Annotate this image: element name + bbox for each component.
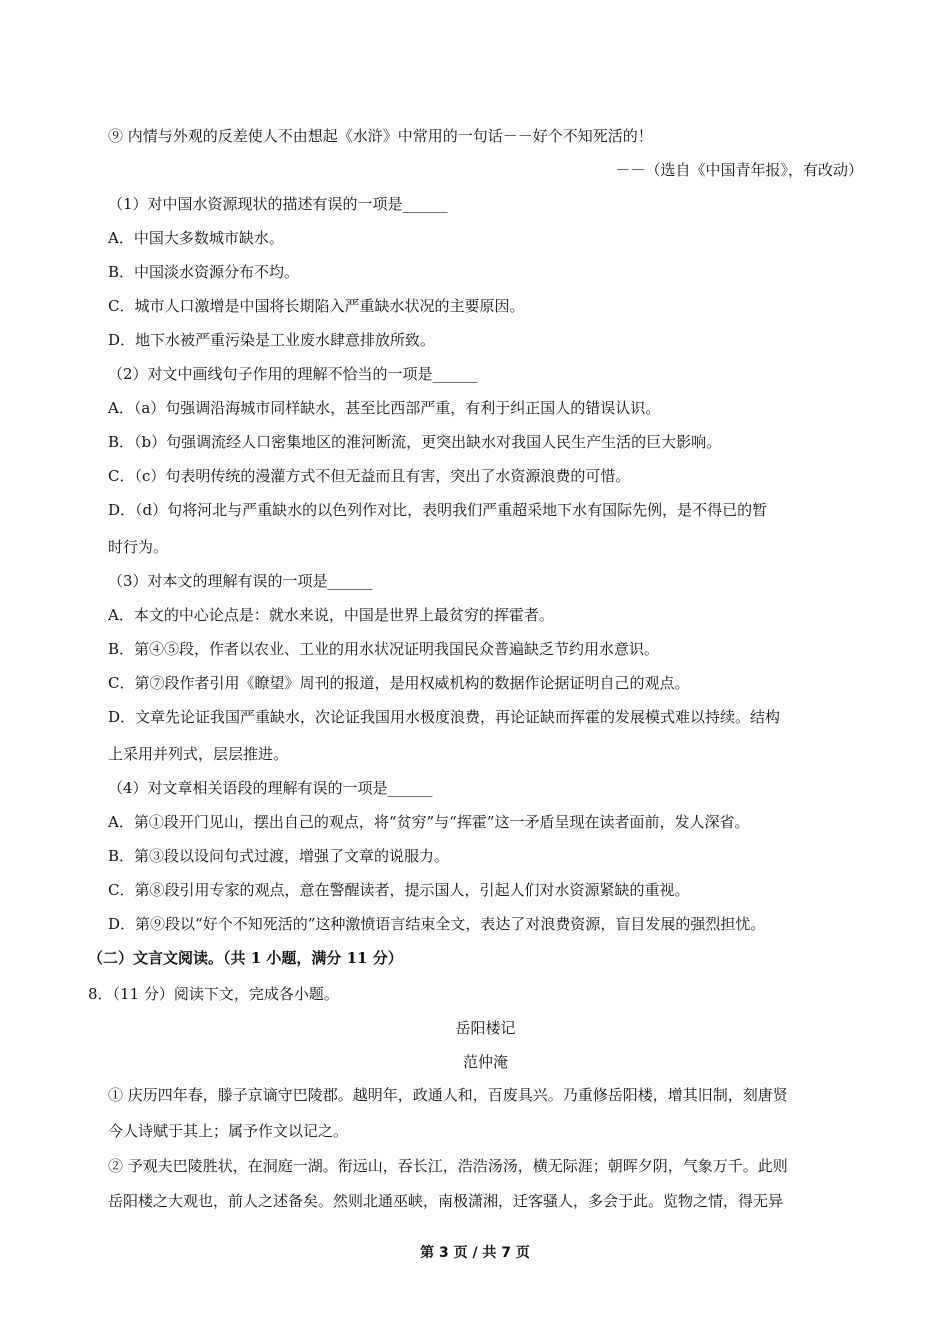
- question-4-option-a: A．第①段开门见山，摆出自己的观点，将“贫穷”与“挥霍”这一矛盾呈现在读者面前，发人深省。: [108, 813, 750, 831]
- essay-paragraph-2-line-2: 岳阳楼之大观也，前人之述备矣。然则北通巫峡，南极潇湘，迁客骚人，多会于此。览物之情，得无异: [108, 1192, 784, 1210]
- question-3-option-d: D．文章先论证我国严重缺水，次论证我国用水极度浪费，再论证缺而挥霍的发展模式难以持续。结构: [108, 708, 781, 726]
- page-footer: 第 3 页 / 共 7 页: [420, 1245, 530, 1261]
- question-1-option-a: A．中国大多数城市缺水。: [108, 229, 284, 247]
- question-3-stem: （3）对本文的理解有误的一项是______: [108, 572, 373, 590]
- essay-title: 岳阳楼记: [455, 1019, 516, 1037]
- question-4-stem: （4）对文章相关语段的理解有误的一项是______: [108, 779, 433, 797]
- question-2-option-b: B．（b）句强调流经人口密集地区的淮河断流，更突出缺水对我国人民生产生活的巨大影响。: [108, 433, 722, 451]
- question-2-option-a: A．（a）句强调沿海城市同样缺水，甚至比西部严重，有利于纠正国人的错误认识。: [108, 399, 661, 417]
- question-3-option-d-continued: 上采用并列式，层层推进。: [108, 745, 289, 763]
- question-1-option-d: D．地下水被严重污染是工业废水肆意排放所致。: [108, 331, 436, 349]
- source-citation: －－（选自《中国青年报》，有改动）: [615, 161, 863, 179]
- essay-paragraph-2-line-1: ② 予观夫巴陵胜状，在洞庭一湖。衔远山，吞长江，浩浩汤汤，横无际涯；朝晖夕阴，气象万千。此则: [108, 1157, 788, 1175]
- section-heading: （二）文言文阅读。（共 1 小题，满分 11 分）: [88, 949, 403, 967]
- paragraph-9: ⑨ 内情与外观的反差使人不由想起《水浒》中常用的一句话－－好个不知死活的！: [108, 127, 653, 145]
- question-3-option-b: B．第④⑤段，作者以农业、工业的用水状况证明我国民众普遍缺乏节约用水意识。: [108, 640, 660, 658]
- question-1-option-c: C．城市人口激增是中国将长期陷入严重缺水状况的主要原因。: [108, 297, 525, 315]
- question-8-intro: 8．（11 分）阅读下文，完成各小题。: [88, 985, 339, 1003]
- essay-paragraph-1-line-2: 今人诗赋于其上；属予作文以记之。: [108, 1122, 349, 1140]
- question-1-option-b: B．中国淡水资源分布不均。: [108, 263, 300, 281]
- question-3-option-a: A．本文的中心论点是：就水来说，中国是世界上最贫穷的挥霍者。: [108, 606, 554, 624]
- question-2-option-d-continued: 时行为。: [108, 538, 169, 556]
- question-3-option-c: C．第⑦段作者引用《瞭望》周刊的报道，是用权威机构的数据作论据证明自己的观点。: [108, 674, 690, 692]
- question-2-option-c: C．（c）句表明传统的漫灌方式不但无益而且有害，突出了水资源浪费的可惜。: [108, 467, 631, 485]
- question-2-stem: （2）对文中画线句子作用的理解不恰当的一项是______: [108, 365, 478, 383]
- question-2-option-d: D．（d）句将河北与严重缺水的以色列作对比，表明我们严重超采地下水有国际先例，是不得已的暂: [108, 501, 768, 519]
- question-4-option-c: C．第⑧段引用专家的观点，意在警醒读者，提示国人，引起人们对水资源紧缺的重视。: [108, 881, 690, 899]
- question-4-option-d: D．第⑨段以“好个不知死活的”这种激愤语言结束全文，表达了对浪费资源，盲目发展的强烈担忧。: [108, 915, 766, 933]
- question-4-option-b: B．第③段以设问句式过渡，增强了文章的说服力。: [108, 847, 450, 865]
- essay-paragraph-1-line-1: ① 庆历四年春，滕子京谪守巴陵郡。越明年，政通人和，百废具兴。乃重修岳阳楼，增其旧制，刻唐贤: [108, 1086, 788, 1104]
- essay-author: 范仲淹: [462, 1053, 508, 1071]
- question-1-stem: （1）对中国水资源现状的描述有误的一项是______: [108, 195, 448, 213]
